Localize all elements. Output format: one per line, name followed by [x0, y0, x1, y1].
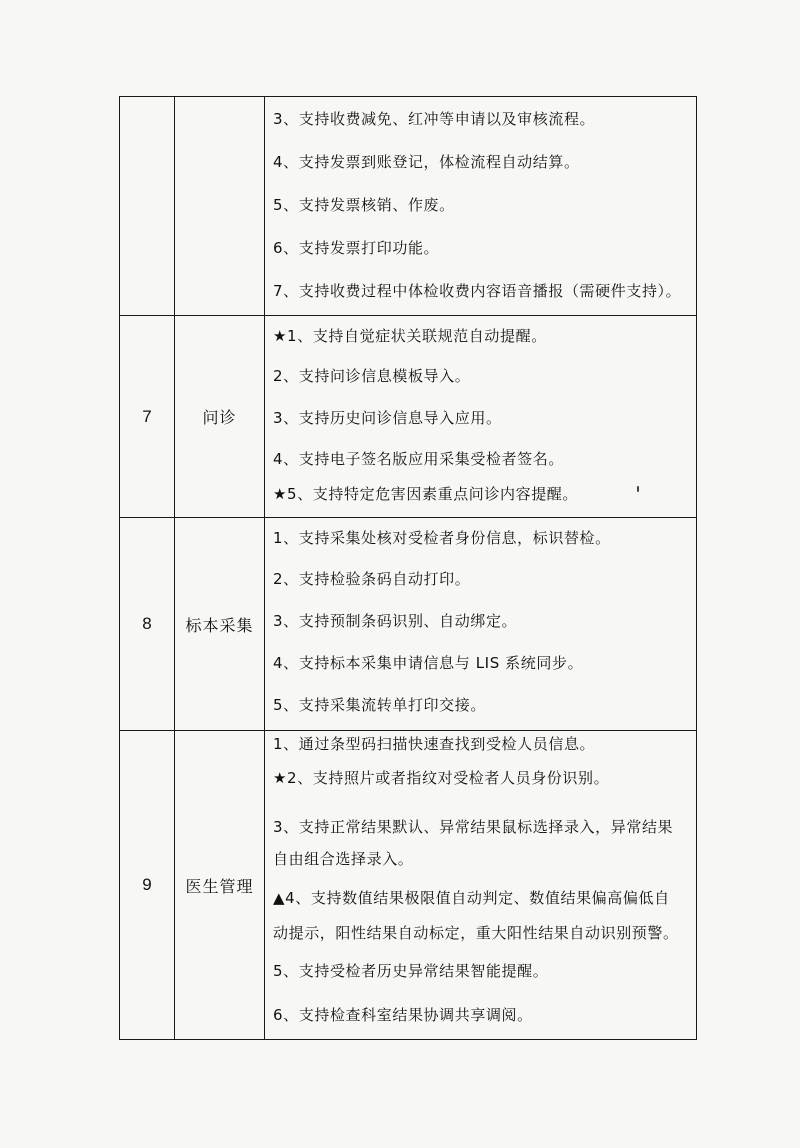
feature-item: 3、支持预制条码识别、自动绑定。 [273, 612, 518, 630]
feature-list [265, 97, 696, 315]
feature-item: ★5、支持特定危害因素重点问诊内容提醒。 [273, 485, 578, 503]
feature-list [265, 731, 696, 1039]
feature-item: 2、支持检验条码自动打印。 [273, 570, 471, 588]
feature-item: 5、支持采集流转单打印交接。 [273, 696, 486, 714]
row-number: 8 [120, 518, 175, 730]
feature-item: 6、支持检查科室结果协调共享调阅。 [273, 1006, 533, 1024]
feature-item: 3、支持正常结果默认、异常结果鼠标选择录入，异常结果 [273, 818, 674, 836]
row-number: 7 [120, 316, 175, 517]
feature-item: 3、支持历史问诊信息导入应用。 [273, 409, 502, 427]
module-name: 医生管理 [175, 731, 265, 1039]
feature-item: 7、支持收费过程中体检收费内容语音播报（需硬件支持）。 [273, 282, 682, 300]
feature-list [265, 316, 696, 517]
table-row [119, 96, 697, 316]
feature-item: 4、支持标本采集申请信息与 LIS 系统同步。 [273, 654, 584, 672]
feature-item: 4、支持电子签名版应用采集受检者签名。 [273, 450, 564, 468]
module-name [175, 97, 265, 315]
feature-item: ▲4、支持数值结果极限值自动判定、数值结果偏高偏低自 [273, 889, 670, 907]
feature-item: ★1、支持自觉症状关联规范自动提醒。 [273, 327, 547, 345]
row-number [120, 97, 175, 315]
module-name: 问诊 [175, 316, 265, 517]
feature-item: 1、通过条型码扫描快速查找到受检人员信息。 [273, 735, 596, 753]
feature-list [265, 518, 696, 730]
module-name: 标本采集 [175, 518, 265, 730]
scan-speck [637, 486, 639, 492]
feature-item: 动提示，阳性结果自动标定，重大阳性结果自动识别预警。 [273, 924, 679, 942]
table-row [119, 518, 697, 731]
feature-item: 1、支持采集处核对受检者身份信息，标识替检。 [273, 529, 611, 547]
table-row [119, 731, 697, 1040]
table-row [119, 316, 697, 518]
feature-item: 3、支持收费减免、红冲等申请以及审核流程。 [273, 110, 596, 128]
feature-item: 5、支持发票核销、作废。 [273, 196, 455, 214]
row-number: 9 [120, 731, 175, 1039]
feature-item: ★2、支持照片或者指纹对受检者人员身份识别。 [273, 769, 610, 787]
feature-item: 6、支持发票打印功能。 [273, 239, 440, 257]
requirements-table [119, 96, 699, 1040]
feature-item: 4、支持发票到账登记，体检流程自动结算。 [273, 153, 580, 171]
feature-item: 自由组合选择录入。 [273, 850, 414, 868]
feature-item: 5、支持受检者历史异常结果智能提醒。 [273, 962, 549, 980]
feature-item: 2、支持问诊信息模板导入。 [273, 367, 471, 385]
